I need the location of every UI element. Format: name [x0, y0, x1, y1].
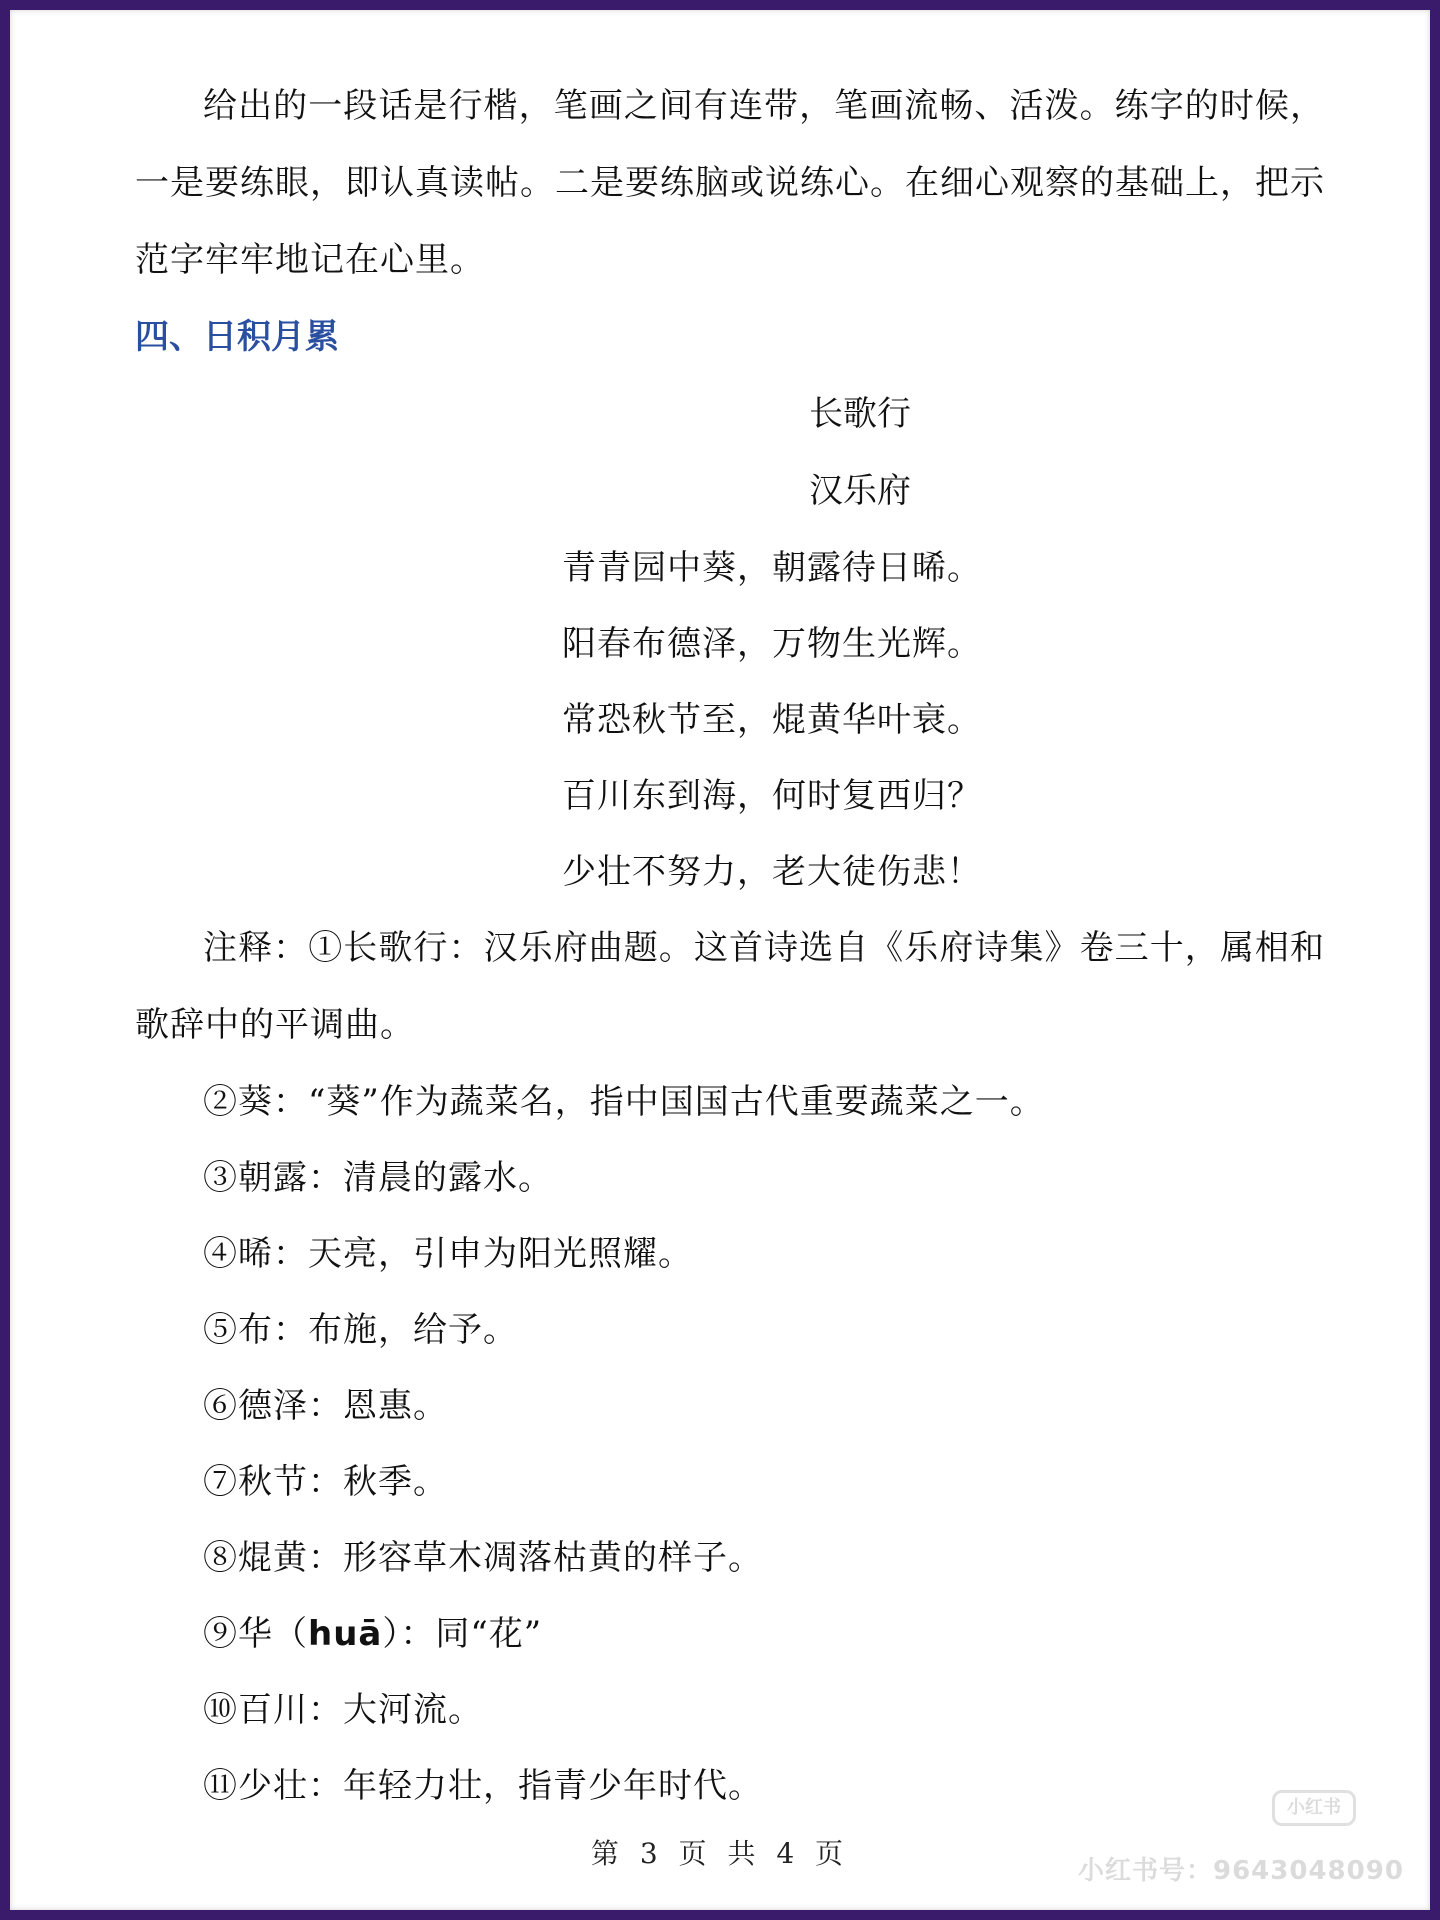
- poem-author: 汉乐府: [809, 471, 911, 511]
- note-hua-pinyin: huā: [308, 1614, 383, 1654]
- note-item-hua: [135, 1596, 1325, 1672]
- note-item: ⑦秋节：秋季。: [203, 1462, 448, 1502]
- poem-line: 阳春布德泽，万物生光辉。: [562, 624, 982, 664]
- note-item: ④晞：天亮，引申为阳光照耀。: [203, 1234, 693, 1274]
- poem: [135, 376, 1325, 910]
- note-item: ⑩百川：大河流。: [203, 1690, 483, 1730]
- section-heading: 四、日积月累: [135, 317, 339, 357]
- note-item: ⑧焜黄：形容草木凋落枯黄的样子。: [203, 1538, 763, 1578]
- note-hua-suffix: ）：同“花”: [382, 1614, 543, 1654]
- poem-title: 长歌行: [809, 394, 911, 434]
- note-item: ⑪少壮：年轻力壮，指青少年时代。: [203, 1766, 763, 1806]
- note-item: ②葵：“葵”作为蔬菜名，指中国国古代重要蔬菜之一。: [203, 1082, 1045, 1122]
- poem-line: 百川东到海，何时复西归？: [562, 776, 982, 816]
- poem-line: 常恐秋节至，焜黄华叶衰。: [562, 700, 982, 740]
- intro-paragraph: 给出的一段话是行楷，笔画之间有连带，笔画流畅、活泼。练字的时候，一是要练眼，即认真读帖。二是要练脑或说练心。在细心观察的基础上，把示范字牢牢地记在心里。: [135, 86, 1325, 280]
- poem-line: 青青园中葵，朝露待日晞。: [562, 548, 982, 588]
- page-number: 第 3 页 共 4 页: [590, 1837, 850, 1870]
- document-page: [10, 10, 1430, 1910]
- note-hua-prefix: ⑨华（: [203, 1614, 308, 1654]
- watermark-id: 小红书号：9643048090: [1078, 1856, 1404, 1886]
- watermark-logo: 小红书: [1272, 1790, 1356, 1826]
- notes-intro: 注释：①长歌行：汉乐府曲题。这首诗选自《乐府诗集》卷三十，属相和歌辞中的平调曲。: [135, 928, 1325, 1045]
- note-item: ③朝露：清晨的露水。: [203, 1158, 553, 1198]
- watermark: [1078, 1790, 1404, 1900]
- note-item: ⑤布：布施，给予。: [203, 1310, 518, 1350]
- note-item: ⑥德泽：恩惠。: [203, 1386, 448, 1426]
- poem-line: 少壮不努力，老大徒伤悲！: [562, 852, 982, 892]
- page-content: [135, 68, 1325, 1824]
